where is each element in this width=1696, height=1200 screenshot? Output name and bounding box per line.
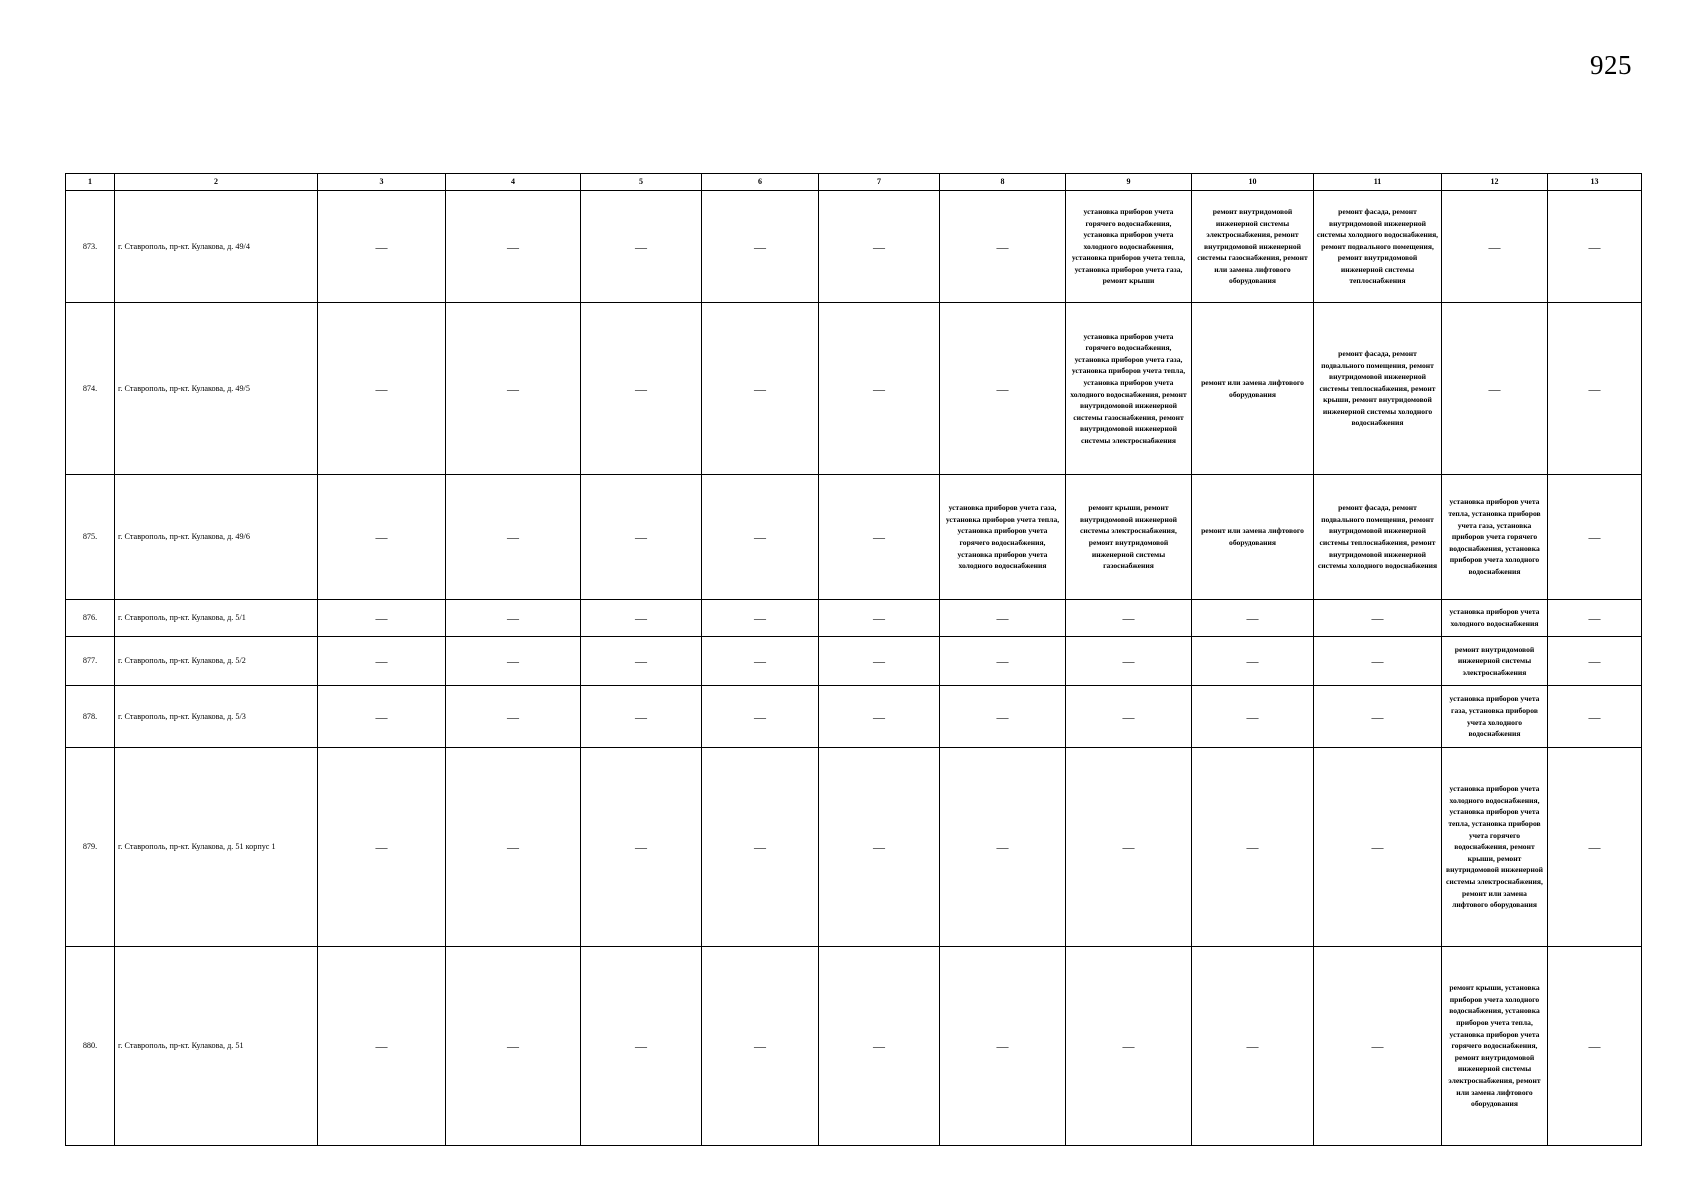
table-cell: — <box>940 600 1066 637</box>
table-cell: — <box>819 191 940 303</box>
table-cell: — <box>1066 748 1192 947</box>
table-cell: — <box>940 748 1066 947</box>
column-header: 11 <box>1314 174 1442 191</box>
table-row <box>66 686 1642 748</box>
table-cell: — <box>1548 947 1642 1146</box>
table-cell: — <box>581 947 702 1146</box>
table-cell: — <box>819 686 940 748</box>
table-cell: — <box>318 475 446 600</box>
table-cell: — <box>940 303 1066 475</box>
column-header: 8 <box>940 174 1066 191</box>
table-cell: — <box>446 686 581 748</box>
table-cell: — <box>1066 600 1192 637</box>
table-cell: ремонт крыши, установка приборов учета холодного водоснабжения, установка приборов учета тепла, установка приборов учета горячего водоснабжения, ремонт внутридомовой инженерной системы электроснабжения, ремонт или замена лифтового оборудования <box>1442 947 1548 1146</box>
table-cell: — <box>581 600 702 637</box>
table-cell: ремонт фасада, ремонт подвального помещения, ремонт внутридомовой инженерной системы теплоснабжения, ремонт внутридомовой инженерной системы холодного водоснабжения <box>1314 475 1442 600</box>
table-cell: — <box>581 748 702 947</box>
table-cell: — <box>446 637 581 686</box>
table-cell: — <box>1548 475 1642 600</box>
address-cell: г. Ставрополь, пр-кт. Кулакова, д. 49/5 <box>115 303 318 475</box>
table-cell: — <box>318 637 446 686</box>
table-row <box>66 947 1642 1146</box>
row-number: 878. <box>66 686 115 748</box>
column-header: 3 <box>318 174 446 191</box>
table-row <box>66 600 1642 637</box>
table-cell: — <box>702 191 819 303</box>
table-cell: — <box>1314 947 1442 1146</box>
table-cell: — <box>702 475 819 600</box>
table-cell: установка приборов учета горячего водоснабжения, установка приборов учета холодного водоснабжения, установка приборов учета тепла, установка приборов учета газа, ремонт крыши <box>1066 191 1192 303</box>
table-cell: — <box>1548 191 1642 303</box>
table-cell: — <box>446 191 581 303</box>
table-cell: — <box>1192 637 1314 686</box>
table-cell: — <box>446 303 581 475</box>
table-cell: — <box>1314 637 1442 686</box>
table-cell: установка приборов учета горячего водоснабжения, установка приборов учета газа, установка приборов учета тепла, установка приборов учета холодного водоснабжения, ремонт внутридомовой инженерной системы газоснабжения, ремонт внутридомовой инженерной системы электроснабжения <box>1066 303 1192 475</box>
table-cell: — <box>318 947 446 1146</box>
address-cell: г. Ставрополь, пр-кт. Кулакова, д. 51 <box>115 947 318 1146</box>
table-cell: — <box>702 686 819 748</box>
table-cell: — <box>1548 748 1642 947</box>
table-cell: — <box>702 600 819 637</box>
table-cell: — <box>819 600 940 637</box>
table-cell: установка приборов учета газа, установка приборов учета тепла, установка приборов учета горячего водоснабжения, установка приборов учета холодного водоснабжения <box>940 475 1066 600</box>
address-cell: г. Ставрополь, пр-кт. Кулакова, д. 5/3 <box>115 686 318 748</box>
table-cell: — <box>581 475 702 600</box>
repair-schedule-table <box>65 173 1642 1146</box>
table-cell: — <box>819 637 940 686</box>
column-header: 4 <box>446 174 581 191</box>
table-cell: — <box>1548 303 1642 475</box>
row-number: 874. <box>66 303 115 475</box>
table-cell: — <box>819 947 940 1146</box>
table-cell: — <box>581 637 702 686</box>
row-number: 873. <box>66 191 115 303</box>
address-cell: г. Ставрополь, пр-кт. Кулакова, д. 49/4 <box>115 191 318 303</box>
row-number: 879. <box>66 748 115 947</box>
table-cell: ремонт внутридомовой инженерной системы электроснабжения <box>1442 637 1548 686</box>
table-cell: — <box>446 748 581 947</box>
table-cell: установка приборов учета холодного водоснабжения <box>1442 600 1548 637</box>
address-cell: г. Ставрополь, пр-кт. Кулакова, д. 5/2 <box>115 637 318 686</box>
table-row <box>66 303 1642 475</box>
table-cell: — <box>1548 637 1642 686</box>
column-header: 6 <box>702 174 819 191</box>
table-cell: — <box>940 191 1066 303</box>
page-number: 925 <box>1590 50 1632 80</box>
column-header: 12 <box>1442 174 1548 191</box>
table-cell: установка приборов учета газа, установка приборов учета холодного водоснабжения <box>1442 686 1548 748</box>
table-cell: — <box>1192 748 1314 947</box>
table-cell: — <box>1066 637 1192 686</box>
table-cell: — <box>446 947 581 1146</box>
table-cell: — <box>446 600 581 637</box>
table-cell: — <box>1192 686 1314 748</box>
table-row <box>66 475 1642 600</box>
table-cell: ремонт фасада, ремонт подвального помещения, ремонт внутридомовой инженерной системы теплоснабжения, ремонт крыши, ремонт внутридомовой инженерной системы холодного водоснабжения <box>1314 303 1442 475</box>
column-number-header-row <box>66 174 1642 191</box>
table-cell: — <box>702 303 819 475</box>
table-cell: — <box>1192 600 1314 637</box>
row-number: 880. <box>66 947 115 1146</box>
table-cell: — <box>446 475 581 600</box>
table-row <box>66 191 1642 303</box>
address-cell: г. Ставрополь, пр-кт. Кулакова, д. 51 корпус 1 <box>115 748 318 947</box>
table-cell: — <box>1548 600 1642 637</box>
table-cell: установка приборов учета тепла, установка приборов учета газа, установка приборов учета горячего водоснабжения, установка приборов учета холодного водоснабжения <box>1442 475 1548 600</box>
table-cell: — <box>581 686 702 748</box>
table-row <box>66 748 1642 947</box>
table-row <box>66 637 1642 686</box>
table-cell: ремонт внутридомовой инженерной системы электроснабжения, ремонт внутридомовой инженерной системы газоснабжения, ремонт или замена лифтового оборудования <box>1192 191 1314 303</box>
table-cell: — <box>318 748 446 947</box>
table-cell: — <box>819 748 940 947</box>
table-cell: установка приборов учета холодного водоснабжения, установка приборов учета тепла, установка приборов учета горячего водоснабжения, ремонт крыши, ремонт внутридомовой инженерной системы электроснабжения, ремонт или замена лифтового оборудования <box>1442 748 1548 947</box>
table-cell: — <box>702 947 819 1146</box>
table-cell: ремонт крыши, ремонт внутридомовой инженерной системы электроснабжения, ремонт внутридомовой инженерной системы газоснабжения <box>1066 475 1192 600</box>
column-header: 13 <box>1548 174 1642 191</box>
table-cell: ремонт или замена лифтового оборудования <box>1192 303 1314 475</box>
table-cell: — <box>318 600 446 637</box>
column-header: 5 <box>581 174 702 191</box>
column-header: 1 <box>66 174 115 191</box>
table-cell: — <box>581 191 702 303</box>
column-header: 10 <box>1192 174 1314 191</box>
table-cell: — <box>940 947 1066 1146</box>
table-cell: — <box>819 303 940 475</box>
address-cell: г. Ставрополь, пр-кт. Кулакова, д. 5/1 <box>115 600 318 637</box>
column-header: 7 <box>819 174 940 191</box>
table-cell: ремонт или замена лифтового оборудования <box>1192 475 1314 600</box>
table-cell: — <box>318 686 446 748</box>
table-cell: — <box>1192 947 1314 1146</box>
table-cell: — <box>1442 303 1548 475</box>
table-cell: — <box>318 191 446 303</box>
table-cell: — <box>1066 686 1192 748</box>
table-cell: — <box>1548 686 1642 748</box>
row-number: 875. <box>66 475 115 600</box>
column-header: 9 <box>1066 174 1192 191</box>
table-cell: — <box>1314 686 1442 748</box>
table-cell: — <box>940 637 1066 686</box>
table-cell: ремонт фасада, ремонт внутридомовой инженерной системы холодного водоснабжения, ремонт подвального помещения, ремонт внутридомовой инженерной системы теплоснабжения <box>1314 191 1442 303</box>
table-cell: — <box>702 748 819 947</box>
table-cell: — <box>819 475 940 600</box>
table-cell: — <box>581 303 702 475</box>
table-cell: — <box>1314 748 1442 947</box>
row-number: 876. <box>66 600 115 637</box>
table-cell: — <box>318 303 446 475</box>
table-cell: — <box>702 637 819 686</box>
row-number: 877. <box>66 637 115 686</box>
table-cell: — <box>940 686 1066 748</box>
table-cell: — <box>1442 191 1548 303</box>
table-cell: — <box>1314 600 1442 637</box>
address-cell: г. Ставрополь, пр-кт. Кулакова, д. 49/6 <box>115 475 318 600</box>
table-cell: — <box>1066 947 1192 1146</box>
column-header: 2 <box>115 174 318 191</box>
